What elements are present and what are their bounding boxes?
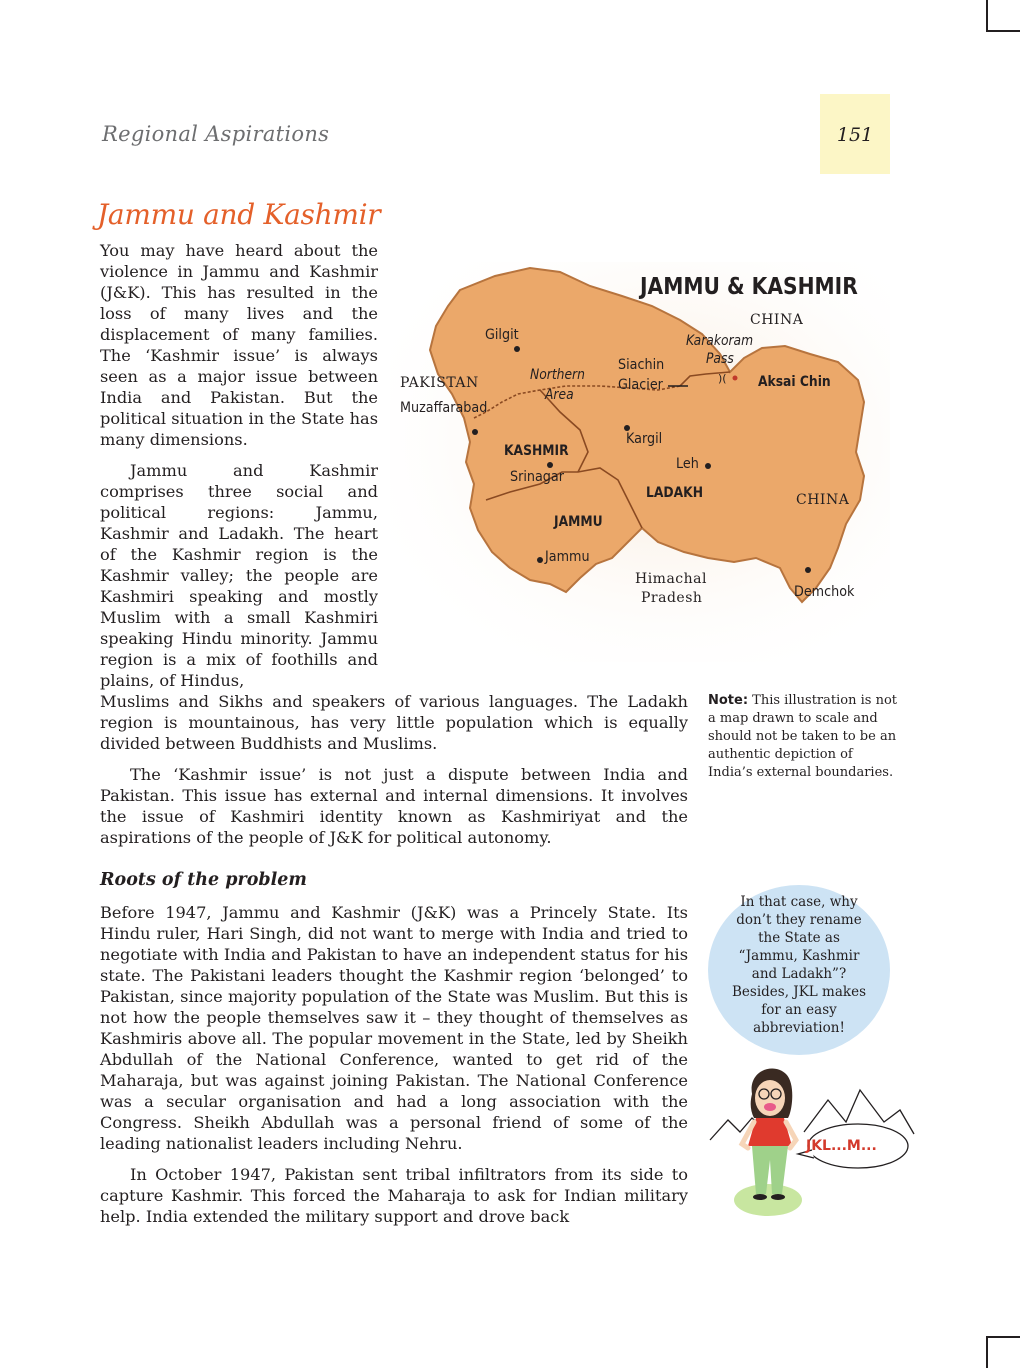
pass-marker-icon: )( [718,372,727,385]
label-pradesh: Pradesh [641,590,703,606]
map-note [708,692,898,782]
kashmir-issue-paragraph [100,764,688,848]
grass-patch [734,1184,802,1216]
label-muzaffarabad: Muzaffarabad [400,400,488,416]
roots-paragraph-2 [100,1164,688,1227]
pass-star-icon [733,376,738,381]
section-title: Jammu and Kashmir [97,198,381,231]
crop-mark-top-right [986,0,1020,32]
label-leh: Leh [676,456,699,472]
note-label: Note: [708,693,749,708]
roots-paragraph-1 [100,902,688,1154]
roots-text-2: In October 1947, Pakistan sent tribal infiltrators from its side to capture Kashmir. This forced the Maharaja to ask for Indian military help. India extended the military support and drove back [100,1165,688,1226]
thought-bubble [708,885,890,1055]
page-number: 151 [836,124,874,146]
label-pakistan: PAKISTAN [400,375,479,391]
label-china-right: CHINA [796,492,850,508]
muzaffarabad-dot [472,429,478,435]
leh-dot [705,463,711,469]
label-china-top: CHINA [750,312,804,328]
label-ladakh: LADAKH [646,485,704,501]
label-glacier: Glacier [618,377,663,393]
label-jammu-region: JAMMU [554,514,603,530]
map-title: JAMMU & KASHMIR [640,274,858,300]
running-head: Regional Aspirations [102,122,330,146]
jammu-kashmir-map [390,262,890,662]
crop-mark-bottom-right [986,1336,1020,1368]
regions-text-2: Muslims and Sikhs and speakers of various languages. The Ladakh region is mountainous, has very little population which is equally divided between Buddhists and Muslims. [100,692,688,753]
label-karakoram: Karakoram [686,333,754,349]
intro-text: You may have heard about the violence in Jammu and Kashmir (J&K). This has resulted in the loss of many lives and the displacement of many families. The ‘Kashmir issue’ is always seen as a major issue between India and Pakistan. But the political situation in the State has many dimensions. [100,241,378,449]
regions-paragraph-part2 [100,691,688,754]
label-kashmir: KASHMIR [504,443,569,459]
srinagar-dot [547,462,553,468]
label-area: Area [545,387,574,403]
label-pass: Pass [706,351,734,367]
label-jammu-city: Jammu [545,549,590,565]
label-himachal: Himachal [635,571,707,587]
page-number-tab [820,94,890,174]
label-kargil: Kargil [626,431,663,447]
girl-shoe-right [771,1194,785,1200]
label-demchok: Demchok [794,584,855,600]
speech-text: JKL...M... [806,1138,877,1154]
gilgit-dot [514,346,520,352]
girl-mouth [764,1103,776,1111]
note-text: This illustration is not a map drawn to scale and should not be taken to be an authentic depiction of India’s external boundaries. [708,693,897,780]
regions-text-1: Jammu and Kashmir comprises three social and political regions: Jammu, Kashmir and Ladakh. The heart of the Kashmir region is the Kashmir valley; the people are Kashmiri speaking and mostly Muslim with a small Kashmiri speaking Hindu minority. Jammu region is a mix of foothills and plains, of Hindus, [100,461,378,690]
regions-paragraph-part1 [100,460,378,691]
roots-text-1: Before 1947, Jammu and Kashmir (J&K) was a Princely State. Its Hindu ruler, Hari Singh, did not want to merge with India and tried to negotiate with India and Pakistan to have an independent status for his state. The Pakistani leaders thought the Kashmir region ‘belonged’ to Pakistan, since majority population of the State was Muslim. But this is not how the people themselves saw it – they thought of themselves as Kashmiris above all. The popular movement in the State, led by Sheikh Abdullah of the National Conference, wanted to get rid of the Maharaja, but was against joining Pakistan. The National Conference was a secular organisation and had a long association with the Congress. Sheikh Abdullah was a personal friend of some of the leading nationalist leaders including Nehru. [100,903,688,1153]
kashmir-issue-text: The ‘Kashmir issue’ is not just a dispute between India and Pakistan. This issue has external and internal dimensions. It involves the issue of Kashmiri identity known as Kashmiriyat and the aspirations of the people of J&K for political autonomy. [100,765,688,847]
bubble-text: In that case, why don’t they rename the State as “Jammu, Kashmir and Ladakh”? Besides, JKL makes for an easy abbreviation! [732,894,866,1036]
intro-paragraph [100,240,378,450]
label-aksai-chin: Aksai Chin [758,374,831,390]
label-gilgit: Gilgit [485,327,519,343]
label-northern: Northern [530,367,585,383]
label-siachin: Siachin [618,357,665,373]
label-srinagar: Srinagar [510,469,564,485]
jammu-dot [537,557,543,563]
roots-heading: Roots of the problem [100,870,307,890]
girl-shoe-left [753,1194,767,1200]
demchok-dot [805,567,811,573]
map-graphic [390,262,890,662]
